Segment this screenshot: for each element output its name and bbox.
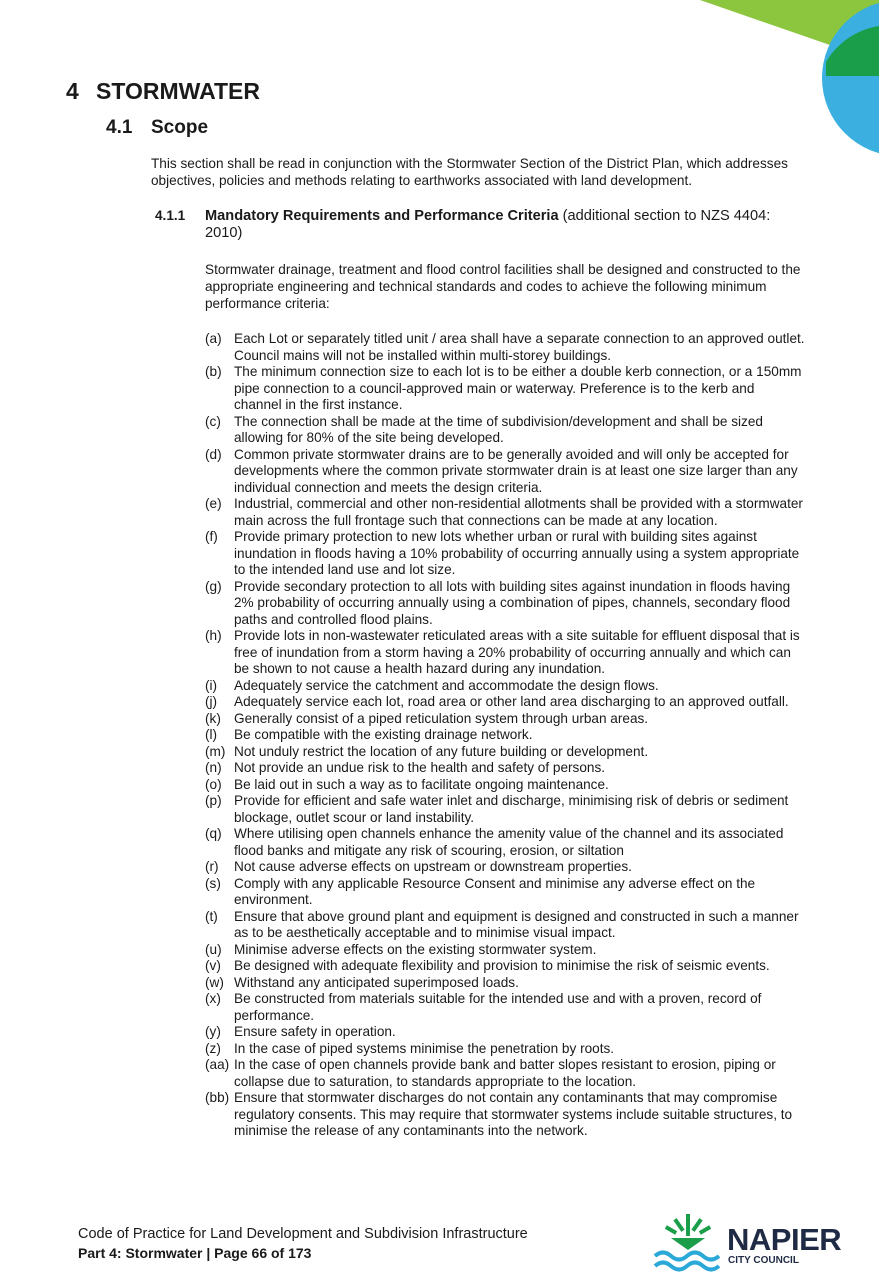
criteria-item-marker: (s)	[205, 875, 221, 891]
criteria-item	[205, 364, 805, 414]
criteria-item-text: In the case of piped systems minimise the penetration by roots.	[234, 1040, 615, 1056]
criteria-item-text: Ensure that above ground plant and equipment is designed and constructed in such a manner as to be aesthetically acceptable and to minimise visual impact.	[234, 908, 799, 940]
subsection-heading	[106, 117, 208, 139]
logo-subtitle: CITY COUNCIL	[728, 1255, 799, 1266]
criteria-item-marker: (z)	[205, 1040, 221, 1056]
criteria-item	[205, 826, 805, 859]
criteria-item-marker: (aa)	[205, 1057, 230, 1072]
criteria-item	[205, 942, 805, 959]
criteria-item-marker: (d)	[205, 446, 222, 462]
criteria-item	[205, 876, 805, 909]
criteria-item-marker: (r)	[205, 859, 219, 874]
criteria-item-text: Not provide an undue risk to the health and safety of persons.	[234, 760, 606, 775]
clause-title-note: (additional section to NZS 4404: 2010)	[205, 208, 771, 241]
criteria-item-text: Be laid out in such a way as to facilitate ongoing maintenance.	[234, 776, 609, 792]
clause-heading	[205, 208, 805, 242]
criteria-item-text: Provide lots in non-wastewater reticulated areas with a site suitable for effluent disposal that is free of inundation from a storm having a 20% probability of occurring annually and which can be shown to not cause a health hazard during any inundation.	[234, 628, 800, 676]
criteria-item-text: Provide primary protection to new lots whether urban or rural with building sites against inundation in floods having a 10% probability of occurring annually using a system appropriate to the intended land use and lot size.	[234, 529, 800, 577]
criteria-item	[205, 496, 805, 529]
criteria-item-text: Generally consist of a piped reticulation system through urban areas.	[234, 710, 649, 726]
criteria-item	[205, 1057, 805, 1090]
criteria-item-marker: (u)	[205, 941, 222, 957]
criteria-item-text: Industrial, commercial and other non-residential allotments shall be provided with a stormwater main across the full frontage such that connections can be made at any location.	[234, 496, 803, 528]
criteria-item	[205, 744, 805, 761]
criteria-item	[205, 1090, 805, 1140]
criteria-item-marker: (l)	[205, 727, 218, 742]
criteria-item-text: The connection shall be made at the time of subdivision/development and shall be sized allowing for 80% of the site being developed.	[234, 413, 763, 445]
intro-paragraph: This section shall be read in conjunction with the Stormwater Section of the District Plan, which addresses objectives, policies and methods relating to earthworks associated with land development.	[151, 156, 788, 188]
criteria-item	[205, 975, 805, 992]
criteria-item-marker: (p)	[205, 793, 222, 808]
criteria-item-text: Where utilising open channels enhance the amenity value of the channel and its associated flood banks and mitigate any risk of scouring, erosion, or siltation	[234, 826, 784, 858]
criteria-item	[205, 991, 805, 1024]
section-number: 4	[66, 78, 79, 104]
footer-page-info: Part 4: Stormwater | Page 66 of 173	[78, 1245, 312, 1261]
criteria-item-text: Comply with any applicable Resource Consent and minimise any adverse effect on the environment.	[234, 875, 756, 907]
criteria-item-marker: (g)	[205, 578, 222, 594]
criteria-item	[205, 859, 805, 876]
criteria-item	[205, 579, 805, 629]
criteria-item	[205, 447, 805, 497]
criteria-item-text: Adequately service the catchment and accommodate the design flows.	[234, 677, 659, 693]
criteria-item	[205, 909, 805, 942]
criteria-item	[205, 628, 805, 678]
criteria-item	[205, 727, 805, 744]
criteria-item-text: Common private stormwater drains are to be generally avoided and will only be accepted for developments where the common private stormwater drain is at least one size larger than any individual connection and meets the design criteria.	[234, 446, 798, 495]
criteria-item-text: In the case of open channels provide bank and batter slopes resistant to erosion, piping or collapse due to saturation, to standards appropriate to the location.	[234, 1057, 776, 1089]
criteria-item-marker: (m)	[205, 743, 226, 759]
criteria-item-text: Be designed with adequate flexibility and provision to minimise the risk of seismic events.	[234, 958, 770, 973]
criteria-item	[205, 529, 805, 579]
criteria-item-text: Withstand any anticipated superimposed loads.	[234, 974, 519, 990]
criteria-item-text: Minimise adverse effects on the existing stormwater system.	[234, 941, 597, 957]
criteria-item-marker: (j)	[205, 694, 218, 709]
section-heading	[66, 78, 260, 105]
criteria-item	[205, 678, 805, 695]
criteria-item	[205, 1024, 805, 1041]
criteria-item	[205, 958, 805, 975]
clause-title: Mandatory Requirements and Performance Criteria	[205, 208, 559, 224]
criteria-item	[205, 793, 805, 826]
criteria-item-text: Each Lot or separately titled unit / area shall have a separate connection to an approved outlet. Council mains will not be installed within multi-storey buildings.	[234, 331, 805, 363]
section-title: STORMWATER	[96, 78, 260, 104]
criteria-item	[205, 331, 805, 364]
criteria-item	[205, 711, 805, 728]
criteria-item-marker: (x)	[205, 991, 221, 1006]
criteria-item	[205, 694, 805, 711]
criteria-item	[205, 1041, 805, 1058]
criteria-item-marker: (h)	[205, 628, 222, 643]
criteria-item	[205, 777, 805, 794]
criteria-item-marker: (t)	[205, 908, 218, 924]
criteria-item-marker: (w)	[205, 974, 224, 990]
criteria-item-marker: (f)	[205, 529, 218, 544]
criteria-item-text: Not cause adverse effects on upstream or downstream properties.	[234, 859, 632, 874]
criteria-item	[205, 760, 805, 777]
criteria-item-text: Provide secondary protection to all lots with building sites against inundation in floods having 2% probability of occurring annually using a combination of pipes, channels, secondary flood paths and controlled flood plains.	[234, 578, 791, 627]
criteria-item-text: Ensure safety in operation.	[234, 1024, 396, 1039]
logo-name: NAPIER	[727, 1222, 842, 1257]
criteria-item-marker: (y)	[205, 1024, 221, 1039]
criteria-item-marker: (n)	[205, 760, 222, 775]
subsection-number: 4.1	[106, 117, 133, 138]
criteria-item-marker: (v)	[205, 958, 221, 973]
criteria-item-marker: (a)	[205, 331, 222, 346]
criteria-item-marker: (c)	[205, 413, 221, 429]
criteria-item-marker: (k)	[205, 710, 221, 726]
criteria-item-marker: (b)	[205, 364, 222, 379]
criteria-item-marker: (bb)	[205, 1090, 230, 1105]
criteria-item-text: Be compatible with the existing drainage network.	[234, 727, 533, 742]
criteria-item-text: Not unduly restrict the location of any future building or development.	[234, 743, 649, 759]
criteria-item-marker: (i)	[205, 677, 218, 693]
criteria-list	[205, 331, 805, 1140]
criteria-item-marker: (q)	[205, 826, 222, 841]
criteria-item-text: The minimum connection size to each lot is to be either a double kerb connection, or a 150mm pipe connection to a council-approved main or waterway. Preference is to the kerb and channel in the first instance.	[234, 364, 802, 412]
clause-number: 4.1.1	[155, 208, 186, 223]
clause-paragraph: Stormwater drainage, treatment and flood control facilities shall be designed and constructed to the appropriate engineering and technical standards and codes to achieve the following minimum performance criteria:	[205, 262, 801, 311]
criteria-item-marker: (o)	[205, 776, 222, 792]
criteria-item-text: Ensure that stormwater discharges do not contain any contaminants that may compromise regulatory consents. This may require that stormwater systems include suitable structures, to minimise the release of any contaminants into the network.	[234, 1090, 793, 1138]
criteria-item-text: Adequately service each lot, road area or other land area discharging to an approved outfall.	[234, 694, 789, 709]
footer-document-title: Code of Practice for Land Development and Subdivision Infrastructure	[78, 1226, 528, 1242]
criteria-item	[205, 414, 805, 447]
criteria-item-text: Provide for efficient and safe water inlet and discharge, minimising risk of debris or sediment blockage, outlet scour or land instability.	[234, 793, 789, 825]
subsection-title: Scope	[151, 117, 209, 138]
criteria-item-marker: (e)	[205, 496, 222, 511]
criteria-item-text: Be constructed from materials suitable for the intended use and with a proven, record of performance.	[234, 991, 762, 1023]
